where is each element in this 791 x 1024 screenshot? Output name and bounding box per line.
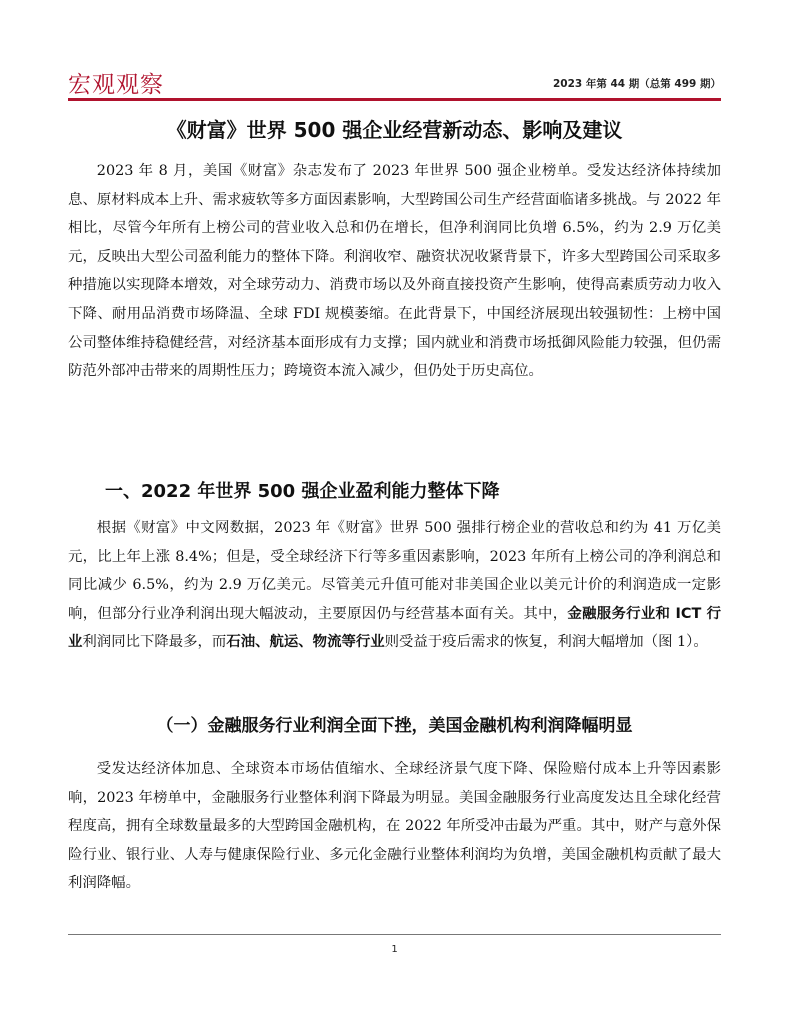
- highlight-text: 金融服务行业和 ICT 行业: [68, 605, 721, 651]
- highlight-text: 石油、航运、物流等行业: [226, 634, 385, 651]
- intro-paragraph: 2023 年 8 月，美国《财富》杂志发布了 2023 年世界 500 强企业榜单。受发达经济体持续加息、原材料成本上升、需求疲软等多方面因素影响，大型跨国公司生产经营面临诸多挑战。与 2022 年相比，尽管今年所有上榜公司的营业收入总和仍在增长，但净利润同比负增 6.5%，约为 2.9 万亿美元，反映出大型公司盈利能力的整体下降。利润收窄、融资状况收紧背景下，许多大型跨国公司采取多种措施以实现降本增效，对全球劳动力、消费市场以及外商直接投资产生影响，使得高素质劳动力收入下降、耐用品消费市场降温、全球 FDI 规模萎缩。在此背景下，中国经济展现出较强韧性：上榜中国公司整体维持稳健经营，对经济基本面形成有力支撑；国内就业和消费市场抵御风险能力较强，但仍需防范外部冲击带来的周期性压力；跨境资本流入减少，但仍处于历史高位。: [68, 163, 721, 380]
- document-title: 《财富》世界 500 强企业经营新动态、影响及建议: [166, 118, 623, 142]
- publication-title: 宏观观察: [68, 72, 164, 98]
- section-paragraph: [68, 514, 721, 657]
- section-heading: 一、2022 年世界 500 强企业盈利能力整体下降: [105, 481, 500, 502]
- paragraph-text: 利润同比下降最多，而: [82, 634, 227, 651]
- paragraph-text: 根据《财富》中文网数据，2023 年《财富》世界 500 强排行榜企业的营收总和约为 41 万亿美元，比上年上涨 8.4%；但是，受全球经济下行等多重因素影响，2023 年所有上榜公司的净利润总和同比减少 6.5%，约为 2.9 万亿美元。尽管美元升值可能对非美国企业以美元计价的利润造成一定影响，但部分行业净利润出现大幅波动，主要原因仍与经营基本面有关。其中，: [68, 520, 721, 622]
- footer-rule: [68, 934, 721, 935]
- page-header: [68, 66, 721, 100]
- subsection-heading: （一）金融服务行业利润全面下挫，美国金融机构利润降幅明显: [156, 716, 633, 736]
- subsection-paragraph: 受发达经济体加息、全球资本市场估值缩水、全球经济景气度下降、保险赔付成本上升等因素影响，2023 年榜单中，金融服务行业整体利润下降最为明显。美国金融服务行业高度发达且全球化经营程度高，拥有全球数量最多的大型跨国金融机构，在 2022 年所受冲击最为严重。其中，财产与意外保险行业、银行业、人寿与健康保险行业、多元化金融行业整体利润均为负增，美国金融机构贡献了最大利润降幅。: [68, 761, 721, 892]
- paragraph-text: 则受益于疫后需求的恢复，利润大幅增加（图 1）。: [384, 634, 708, 651]
- header-rule: [68, 98, 721, 101]
- page-number: 1: [391, 944, 398, 955]
- issue-number: 2023 年第 44 期（总第 499 期）: [552, 78, 721, 90]
